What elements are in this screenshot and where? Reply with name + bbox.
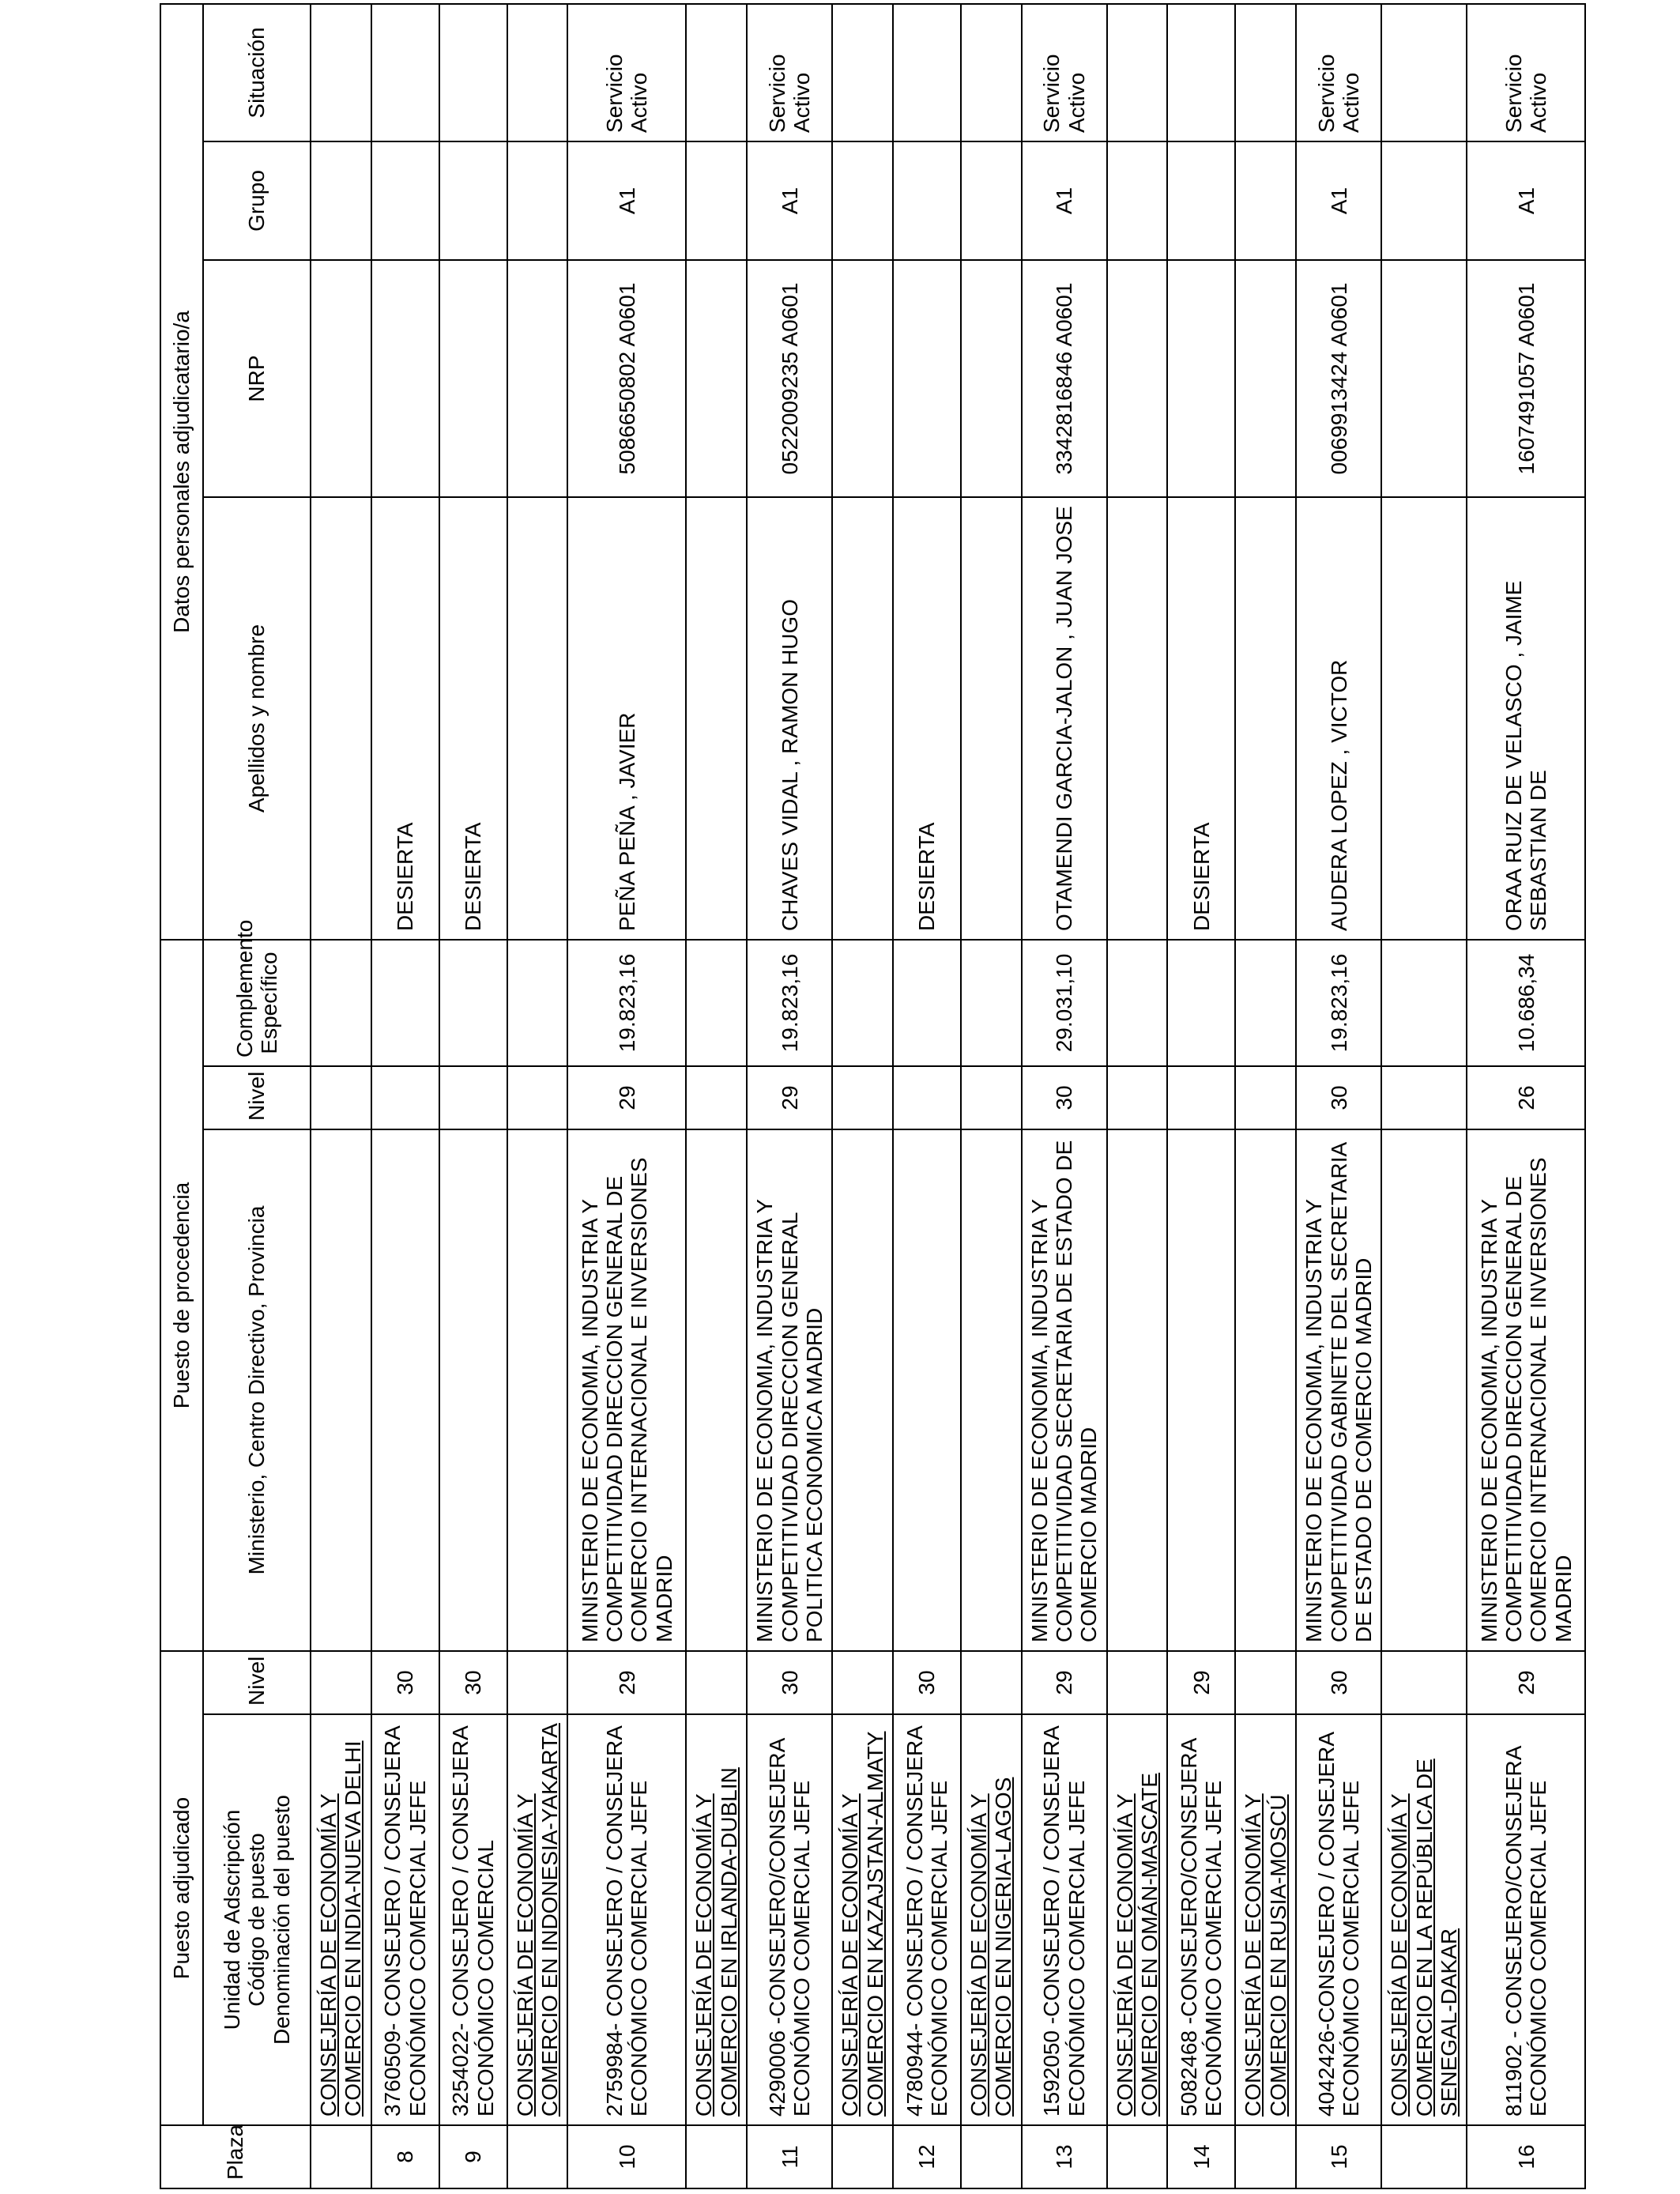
cell-ministerio: MINISTERIO DE ECONOMIA, INDUSTRIA Y COMPETITIVIDAD DIRECCION GENERAL POLITICA ECONOMICA MADRID (747, 1129, 832, 1651)
cell-complemento (1107, 940, 1168, 1066)
cell-ministerio (439, 1129, 507, 1651)
cell-situacion (439, 4, 507, 141)
cell-grupo (311, 141, 371, 260)
cell-situacion (686, 4, 747, 141)
cell-plaza (961, 2125, 1022, 2188)
cell-nivel: 30 (1296, 1651, 1381, 1714)
cell-apellidos: DESIERTA (893, 497, 961, 940)
cell-grupo: A1 (1467, 141, 1585, 260)
cell-complemento (1381, 940, 1467, 1066)
adjudication-table (160, 3, 1586, 2189)
cell-ministerio: MINISTERIO DE ECONOMIA, INDUSTRIA Y COMPETITIVIDAD SECRETARIA DE ESTADO DE COMERCIO MADRID (1022, 1129, 1107, 1651)
cell-apellidos: DESIERTA (371, 497, 439, 940)
cell-nivel: 30 (893, 1651, 961, 1714)
cell-ministerio (832, 1129, 893, 1651)
cell-plaza: 10 (567, 2125, 686, 2188)
cell-puesto: 2759984- CONSEJERO / CONSEJERA ECONÓMICO COMERCIAL JEFE (567, 1714, 686, 2125)
cell-nivel (1235, 1651, 1296, 1714)
cell-plaza (507, 2125, 568, 2188)
cell-nivel: 30 (439, 1651, 507, 1714)
cell-nrp (893, 260, 961, 497)
table-row (567, 4, 686, 2188)
cell-grupo (1167, 141, 1235, 260)
header-datos-personales: Datos personales adjudicatario/a (160, 4, 203, 940)
cell-complemento (371, 940, 439, 1066)
cell-situacion (1107, 4, 1168, 141)
table-row (686, 4, 747, 2188)
header-puesto-adjudicado: Puesto adjudicado (160, 1651, 203, 2125)
cell-plaza (1235, 2125, 1296, 2188)
cell-plaza: 8 (371, 2125, 439, 2188)
table-row (747, 4, 832, 2188)
cell-puesto: 3254022- CONSEJERO / CONSEJERA ECONÓMICO COMERCIAL (439, 1714, 507, 2125)
table-row (311, 4, 371, 2188)
cell-apellidos (686, 497, 747, 940)
header-unidad-line2: Código de puesto (244, 1833, 269, 2007)
cell-nivel: 29 (1467, 1651, 1585, 1714)
cell-apellidos (961, 497, 1022, 940)
table-row (1467, 4, 1585, 2188)
header-unidad-line3: Denominación del puesto (269, 1795, 294, 2045)
cell-grupo: A1 (1296, 141, 1381, 260)
cell-unidad: CONSEJERÍA DE ECONOMÍA Y COMERCIO EN INDIA-NUEVA DELHI (311, 1714, 371, 2125)
cell-nrp (439, 260, 507, 497)
cell-apellidos (832, 497, 893, 940)
table-row (507, 4, 568, 2188)
cell-nivel-procedencia (1381, 1066, 1467, 1129)
cell-situacion (1381, 4, 1467, 141)
cell-unidad: CONSEJERÍA DE ECONOMÍA Y COMERCIO EN KAZAJSTAN-ALMATY (832, 1714, 893, 2125)
cell-complemento (439, 940, 507, 1066)
cell-nivel: 30 (371, 1651, 439, 1714)
cell-nivel-procedencia (311, 1066, 371, 1129)
cell-plaza (686, 2125, 747, 2188)
cell-nivel-procedencia (1107, 1066, 1168, 1129)
cell-ministerio (686, 1129, 747, 1651)
table-row (1022, 4, 1107, 2188)
cell-grupo (1381, 141, 1467, 260)
cell-situacion (961, 4, 1022, 141)
cell-nrp (1381, 260, 1467, 497)
cell-grupo (507, 141, 568, 260)
cell-apellidos (1235, 497, 1296, 940)
cell-unidad: CONSEJERÍA DE ECONOMÍA Y COMERCIO EN RUSIA-MOSCÚ (1235, 1714, 1296, 2125)
cell-grupo: A1 (1022, 141, 1107, 260)
cell-ministerio (1167, 1129, 1235, 1651)
cell-situacion: Servicio Activo (1022, 4, 1107, 141)
cell-plaza: 9 (439, 2125, 507, 2188)
cell-nivel-procedencia (507, 1066, 568, 1129)
cell-nivel-procedencia: 26 (1467, 1066, 1585, 1129)
cell-grupo: A1 (567, 141, 686, 260)
cell-situacion (1235, 4, 1296, 141)
cell-puesto: 4780944- CONSEJERO / CONSEJERA ECONÓMICO COMERCIAL JEFE (893, 1714, 961, 2125)
cell-nivel-procedencia (893, 1066, 961, 1129)
cell-situacion (832, 4, 893, 141)
cell-complemento (893, 940, 961, 1066)
header-nivel-procedencia: Nivel (203, 1066, 311, 1129)
cell-apellidos: CHAVES VIDAL , RAMON HUGO (747, 497, 832, 940)
cell-complemento: 19.823,16 (1296, 940, 1381, 1066)
cell-unidad: CONSEJERÍA DE ECONOMÍA Y COMERCIO EN IRLANDA-DUBLIN (686, 1714, 747, 2125)
cell-nrp (686, 260, 747, 497)
cell-grupo (371, 141, 439, 260)
cell-nivel (686, 1651, 747, 1714)
table-row (893, 4, 961, 2188)
cell-situacion (893, 4, 961, 141)
table-row (439, 4, 507, 2188)
cell-apellidos: DESIERTA (439, 497, 507, 940)
cell-plaza: 14 (1167, 2125, 1235, 2188)
cell-nivel-procedencia: 29 (567, 1066, 686, 1129)
cell-nivel (507, 1651, 568, 1714)
cell-grupo: A1 (747, 141, 832, 260)
cell-nivel-procedencia (1235, 1066, 1296, 1129)
cell-nivel-procedencia (439, 1066, 507, 1129)
cell-complemento: 19.823,16 (567, 940, 686, 1066)
cell-situacion (507, 4, 568, 141)
cell-nivel: 29 (1167, 1651, 1235, 1714)
cell-nrp (1235, 260, 1296, 497)
cell-grupo (832, 141, 893, 260)
cell-plaza: 12 (893, 2125, 961, 2188)
cell-ministerio (893, 1129, 961, 1651)
cell-plaza (832, 2125, 893, 2188)
header-unidad (203, 1714, 311, 2125)
cell-apellidos: PEÑA PEÑA , JAVIER (567, 497, 686, 940)
cell-ministerio (371, 1129, 439, 1651)
cell-grupo (686, 141, 747, 260)
header-puesto-procedencia: Puesto de procedencia (160, 940, 203, 1651)
header-ministerio: Ministerio, Centro Directivo, Provincia (203, 1129, 311, 1651)
header-apellidos: Apellidos y nombre (203, 497, 311, 940)
cell-nivel (832, 1651, 893, 1714)
cell-unidad: CONSEJERÍA DE ECONOMÍA Y COMERCIO EN INDONESIA-YAKARTA (507, 1714, 568, 2125)
table-row (961, 4, 1022, 2188)
cell-ministerio: MINISTERIO DE ECONOMIA, INDUSTRIA Y COMPETITIVIDAD DIRECCION GENERAL DE COMERCIO INTERNACIONAL E INVERSIONES MADRID (567, 1129, 686, 1651)
table-row (371, 4, 439, 2188)
cell-ministerio (1235, 1129, 1296, 1651)
cell-nrp (371, 260, 439, 497)
cell-ministerio: MINISTERIO DE ECONOMIA, INDUSTRIA Y COMPETITIVIDAD GABINETE DEL SECRETARIA DE ESTADO DE COMERCIO MADRID (1296, 1129, 1381, 1651)
cell-apellidos: OTAMENDI GARCIA-JALON , JUAN JOSE (1022, 497, 1107, 940)
cell-complemento (311, 940, 371, 1066)
cell-nivel-procedencia: 30 (1296, 1066, 1381, 1129)
cell-plaza: 13 (1022, 2125, 1107, 2188)
cell-nivel (1107, 1651, 1168, 1714)
header-unidad-line1: Unidad de Adscripción (219, 1809, 244, 2030)
cell-puesto: 5082468 -CONSEJERO/CONSEJERA ECONÓMICO COMERCIAL JEFE (1167, 1714, 1235, 2125)
cell-grupo (1235, 141, 1296, 260)
table-row (1167, 4, 1235, 2188)
cell-plaza (1107, 2125, 1168, 2188)
cell-plaza: 15 (1296, 2125, 1381, 2188)
table-row (1381, 4, 1467, 2188)
cell-complemento (1167, 940, 1235, 1066)
table-row (1235, 4, 1296, 2188)
cell-nivel-procedencia (371, 1066, 439, 1129)
cell-complemento (507, 940, 568, 1066)
cell-puesto: 4290006 -CONSEJERO/CONSEJERA ECONÓMICO COMERCIAL JEFE (747, 1714, 832, 2125)
cell-puesto: 4042426-CONSEJERO / CONSEJERA ECONÓMICO COMERCIAL JEFE (1296, 1714, 1381, 2125)
cell-nivel: 29 (567, 1651, 686, 1714)
cell-complemento: 29.031,10 (1022, 940, 1107, 1066)
cell-nivel (311, 1651, 371, 1714)
cell-situacion (311, 4, 371, 141)
cell-nrp (1167, 260, 1235, 497)
cell-nivel-procedencia (686, 1066, 747, 1129)
cell-ministerio (507, 1129, 568, 1651)
cell-plaza (1381, 2125, 1467, 2188)
cell-ministerio (961, 1129, 1022, 1651)
cell-apellidos (1107, 497, 1168, 940)
cell-grupo (961, 141, 1022, 260)
header-situacion: Situación (203, 4, 311, 141)
cell-nrp: 1607491057 A0601 (1467, 260, 1585, 497)
cell-grupo (439, 141, 507, 260)
cell-unidad: CONSEJERÍA DE ECONOMÍA Y COMERCIO EN NIGERIA-LAGOS (961, 1714, 1022, 2125)
cell-plaza: 11 (747, 2125, 832, 2188)
cell-complemento (686, 940, 747, 1066)
table-row (1107, 4, 1168, 2188)
header-grupo: Grupo (203, 141, 311, 260)
cell-situacion (1167, 4, 1235, 141)
cell-complemento (832, 940, 893, 1066)
cell-ministerio (1381, 1129, 1467, 1651)
cell-unidad: CONSEJERÍA DE ECONOMÍA Y COMERCIO EN LA REPÚBLICA DE SENEGAL-DAKAR (1381, 1714, 1467, 2125)
cell-nivel (1381, 1651, 1467, 1714)
cell-ministerio: MINISTERIO DE ECONOMIA, INDUSTRIA Y COMPETITIVIDAD DIRECCION GENERAL DE COMERCIO INTERNACIONAL E INVERSIONES MADRID (1467, 1129, 1585, 1651)
cell-nivel-procedencia (832, 1066, 893, 1129)
cell-grupo (1107, 141, 1168, 260)
header-complemento: Complemento Específico (203, 940, 311, 1066)
cell-nivel: 29 (1022, 1651, 1107, 1714)
cell-puesto: 3760509- CONSEJERO / CONSEJERA ECONÓMICO COMERCIAL JEFE (371, 1714, 439, 2125)
table-row (832, 4, 893, 2188)
header-nivel: Nivel (203, 1651, 311, 1714)
cell-complemento: 19.823,16 (747, 940, 832, 1066)
cell-situacion: Servicio Activo (1296, 4, 1381, 141)
cell-nivel: 30 (747, 1651, 832, 1714)
header-nrp: NRP (203, 260, 311, 497)
cell-plaza: 16 (1467, 2125, 1585, 2188)
cell-situacion: Servicio Activo (747, 4, 832, 141)
cell-nrp: 3342816846 A0601 (1022, 260, 1107, 497)
cell-plaza (311, 2125, 371, 2188)
cell-nivel-procedencia: 30 (1022, 1066, 1107, 1129)
header-plaza: Plaza (160, 2125, 311, 2188)
cell-nivel (961, 1651, 1022, 1714)
cell-complemento (961, 940, 1022, 1066)
cell-nivel-procedencia (1167, 1066, 1235, 1129)
cell-ministerio (1107, 1129, 1168, 1651)
cell-grupo (893, 141, 961, 260)
cell-nivel-procedencia: 29 (747, 1066, 832, 1129)
cell-situacion: Servicio Activo (567, 4, 686, 141)
cell-nrp: 0069913424 A0601 (1296, 260, 1381, 497)
cell-unidad: CONSEJERÍA DE ECONOMÍA Y COMERCIO EN OMÁN-MASCATE (1107, 1714, 1168, 2125)
cell-ministerio (311, 1129, 371, 1651)
cell-apellidos (1381, 497, 1467, 940)
cell-nrp (961, 260, 1022, 497)
cell-puesto: 1592050 -CONSEJERO / CONSEJERA ECONÓMICO COMERCIAL JEFE (1022, 1714, 1107, 2125)
cell-nrp (507, 260, 568, 497)
cell-situacion (371, 4, 439, 141)
table-row (1296, 4, 1381, 2188)
cell-apellidos (507, 497, 568, 940)
cell-apellidos: AUDERA LOPEZ , VICTOR (1296, 497, 1381, 940)
cell-nrp: 0522009235 A0601 (747, 260, 832, 497)
cell-nrp (311, 260, 371, 497)
cell-nivel-procedencia (961, 1066, 1022, 1129)
cell-situacion: Servicio Activo (1467, 4, 1585, 141)
cell-complemento (1235, 940, 1296, 1066)
cell-puesto: 811902 - CONSEJERO/CONSEJERA ECONÓMICO COMERCIAL JEFE (1467, 1714, 1585, 2125)
cell-apellidos: ORAA RUIZ DE VELASCO , JAIME SEBASTIAN DE (1467, 497, 1585, 940)
cell-apellidos (311, 497, 371, 940)
cell-nrp (832, 260, 893, 497)
cell-complemento: 10.686,34 (1467, 940, 1585, 1066)
cell-apellidos: DESIERTA (1167, 497, 1235, 940)
cell-nrp: 5086650802 A0601 (567, 260, 686, 497)
cell-nrp (1107, 260, 1168, 497)
